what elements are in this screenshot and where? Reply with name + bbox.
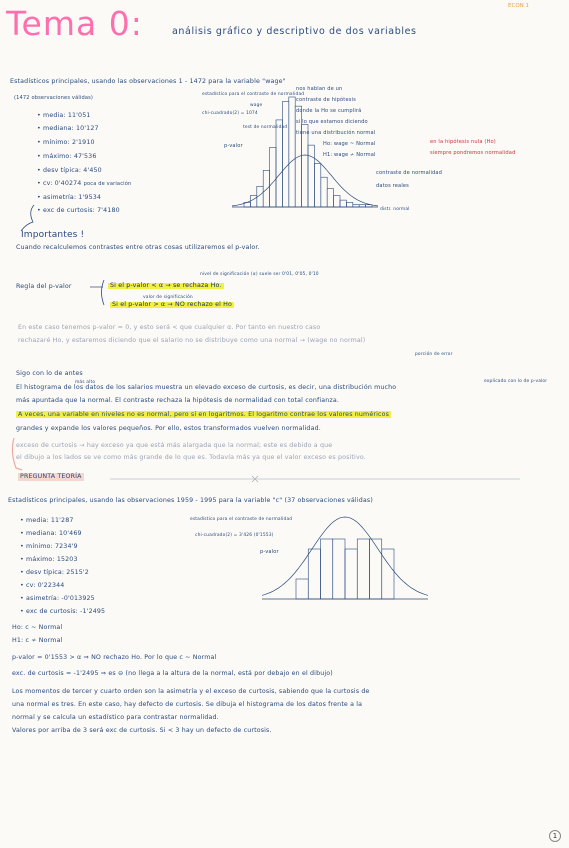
obs-line: Sigo con lo de antes [16,370,83,377]
pvalue-para: En este caso tenemos p-valor = 0, y esto será < que cualquier α. Por tanto en nuestro caso [18,324,321,331]
histogram-bar [289,97,295,207]
obs-line: grandes y expande los valores pequeños. Por ello, estos transformados vuelven normalidad. [16,425,321,432]
graph2-chi-label: chi-cuadrado(2) = 3'426 (0'1553) [195,533,274,538]
section2-para: normal y se calcula un estadístico para contrastar normalidad. [12,714,219,721]
pvalue-para: rechazaré Ho, y estaremos diciendo que el salario no se distribuye como una normal → (wage no normal) [18,337,366,344]
chart1-normal-curve [232,152,378,206]
graph1-pvalor-label: p-valor [224,143,243,149]
histogram-bar [321,177,327,207]
note-line: contraste de hipótesis [296,97,356,103]
histogram-bar [302,125,308,208]
note-line: si lo que estamos diciendo [296,119,368,125]
page-subtitle: análisis gráfico y descriptivo de dos variables [172,26,417,37]
regla-label: Regla del p-valor [16,283,72,290]
pvalue-intro: Cuando recalculemos contrastes entre otras cosas utilizaremos el p-valor. [16,244,260,251]
graph1-test-label: test de normalidad [243,125,288,130]
histogram-bar [308,549,320,599]
rule-brace [102,280,105,305]
histogram-bar [276,120,282,207]
stat-item: • media: 11'287 [20,517,74,524]
stat-item: • máximo: 47'536 [37,153,97,160]
histogram-bar [346,202,352,207]
importantes-label: Importantes ! [21,230,85,240]
histogram-bar [357,539,369,599]
stat-item: • desv típica: 4'450 [37,167,102,174]
graph1-data-label: datos reales [376,183,409,189]
c-histogram [262,517,428,599]
curtosis-line: exc. de curtosis = -1'2495 ⇒ es ⊖ (no llega a la altura de la normal, está por debajo en el dibujo) [12,670,333,677]
stat-item: • mínimo: 2'1910 [37,139,95,146]
histogram-bar [282,102,288,207]
stat-item: • mediana: 10'469 [20,530,82,537]
histogram-bar [333,539,345,599]
note-line: donde la Ho se cumplirá [296,108,362,114]
rule1: Si el p-valor < α → se rechaza Ho. [110,282,222,289]
observations-bracket [12,438,22,470]
obs-note: más alto [75,380,96,385]
stat-item: • mínimo: 7234'9 [20,543,78,550]
alpha-values: nivel de significación (α) suele ser 0'01, 0'05, 0'10 [200,272,319,277]
graph2-stat-label: estadístico para el contraste de normalidad [190,517,293,522]
obs-note: explicado con lo de p-valor [484,379,548,384]
graph1-dist-label: distr. normal [380,207,410,212]
page-title: Tema 0: [6,4,143,43]
graph1-chi-label: chi-cuadrado(2) = 1074 [202,111,258,116]
histogram-bar [270,147,276,207]
stat-item: • desv típica: 2515'2 [20,569,89,576]
graph1-conclusion: contraste de normalidad [376,170,443,176]
histogram-bar [370,539,382,599]
stat-item: • mediana: 10'127 [37,125,99,132]
histogram-bar [382,549,394,599]
histogram-bar [340,200,346,207]
note-line: tiene una distribución normal [296,130,376,136]
stat-item: • exc de curtosis: -1'2495 [20,608,106,615]
histogram-bar [250,196,256,207]
pregunta-teoria: PREGUNTA TEORÍA [20,473,82,480]
section2-para: Valores por arriba de 3 será exc de curtosis. Si < 3 hay un defecto de curtosis. [12,727,272,734]
histogram-bar [327,189,333,207]
h1-note: siempre pondremos normalidad [430,150,516,156]
stat-item: • media: 11'051 [37,112,91,119]
histogram-bar [308,145,314,207]
histogram-bar [296,579,308,599]
section2-para: Los momentos de tercer y cuarto orden son la asimetría y el exceso de curtosis, sabiendo que la curtosis de [12,688,370,695]
stat-item: • asimetría: 1'9534 [37,194,102,201]
stat-item: • asimetría: -0'013925 [20,595,95,602]
section1-obs-note: (1472 observaciones válidas) [14,95,94,101]
wage-histogram [232,97,378,207]
stat-item: • máximo: 15203 [20,556,78,563]
stat-item: • exc de curtosis: 7'4180 [37,207,120,214]
section1-intro: Estadísticos principales, usando las observaciones 1 - 1472 para la variable "wage" [10,78,286,85]
course-tag: ECON 1 [508,3,530,9]
obs-line: exceso de curtosis → hay exceso ya que está más alargada que la normal; este es debido a que [16,442,333,449]
h1-wage: H1: wage ≁ Normal [323,152,376,158]
graph1-wage-label: wage [250,103,263,108]
h0-wage: Ho: wage ~ Normal [323,141,376,147]
graph2-pvalor-label: p-valor [260,549,279,555]
stat-item: • cv: 0'22344 [20,582,65,589]
histogram-bar [345,549,357,599]
h0-c: Ho: c ~ Normal [12,624,63,631]
obs-line: A veces, una variable en niveles no es normal, pero sí en logaritmos. El logaritmo contrae los valores numéricos [18,411,390,418]
rule2: Si el p-valor > α → NO rechazo el Ho [112,301,233,308]
h1-c: H1: c ≁ Normal [12,637,63,644]
pvalor-line: p-valor = 0'1553 > α ⇒ NO rechazo Ho. Por lo que c ~ Normal [12,654,217,661]
section2-para: una normal es tres. En este caso, hay defecto de curtosis. Se dibuja el histograma de los datos frente a la [12,701,363,708]
page-number: 1 [549,830,561,842]
note-line: nos hablan de un [296,86,343,92]
bracket-mark [21,205,34,231]
histogram-bar [314,163,320,207]
obs-line: más apuntada que la normal. El contraste rechaza la hipótesis de normalidad con total confianza. [16,397,340,404]
stat-item: • cv: 0'40274 poca de variación [37,180,132,187]
obs-note: porción de error [415,352,453,357]
histogram-bar [334,196,340,207]
alpha-note: valor de significación [143,295,193,300]
section2-intro: Estadísticos principales, usando las observaciones 1959 - 1995 para la variable "c" (37 observaciones válidas) [8,497,373,504]
histogram-bar [263,170,269,207]
obs-line: El histograma de los datos de los salarios muestra un elevado exceso de curtosis, es decir, una distribución mucho [16,384,397,391]
graph1-stat-label: estadístico para el contraste de normalidad [202,92,305,97]
obs-line: el dibujo a los lados se ve como más grande de lo que es. Todavía más ya que el valor exceso es positivo. [16,454,366,461]
h0-note: en la hipótesis nula (Ho) [430,139,496,145]
histogram-bar [321,539,333,599]
